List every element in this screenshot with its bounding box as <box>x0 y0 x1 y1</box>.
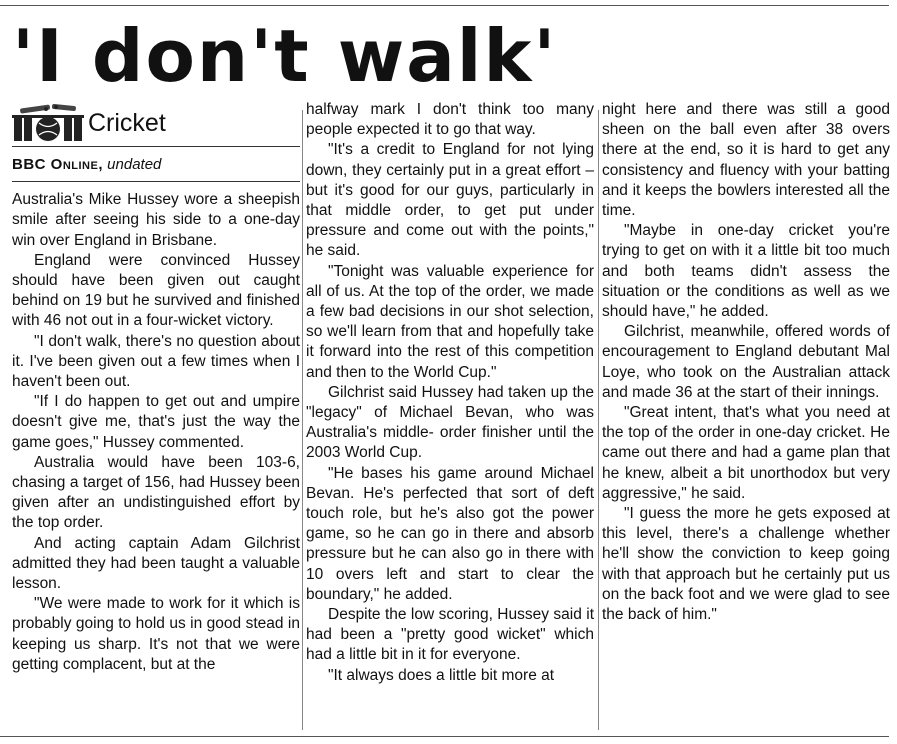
byline-source: BBC Online, <box>12 156 103 173</box>
byline-date: undated <box>107 156 162 173</box>
paragraph: Australia's Mike Hussey wore a sheepish smile after seeing his side to a one-day win over England in Brisbane. <box>12 191 300 249</box>
paragraph: "It always does a little bit more at <box>328 666 555 684</box>
paragraph: halfway mark I don't think too many people expected it to go that way. <box>306 101 594 139</box>
article-column-3 <box>602 100 890 625</box>
top-rule <box>0 5 889 6</box>
section-label: Cricket <box>88 108 166 137</box>
paragraph: "Tonight was valuable experience for all of us. At the top of the order, we made a few bad decisions in our shot selection, so we'll learn from that and hopefully take it forward into the rest of this competition and then to the World Cup." <box>306 262 594 381</box>
cricket-icon <box>12 103 84 143</box>
byline-rule <box>12 181 300 182</box>
bottom-rule <box>0 736 889 737</box>
paragraph: "Maybe in one-day cricket you're trying to get on with it a little bit too much and both teams didn't assess the situation or the conditions as well as we should have," he added. <box>602 222 890 321</box>
article-column-1 <box>12 100 300 675</box>
byline <box>12 155 300 175</box>
article-column-2 <box>306 100 594 686</box>
paragraph: "It's a credit to England for not lying down, they certainly put in a great effort – but it's good for our guys, particularly in that middle order, to get put under pressure and come out with the points," he said. <box>306 141 594 260</box>
paragraph: "We were made to work for it which is probably going to hold us in good stead in keeping us sharp. It's not that we were getting complacent, but at the <box>12 595 300 673</box>
paragraph: Despite the low scoring, Hussey said it had been a "pretty good wicket" which had a little bit in it for everyone. <box>306 606 594 664</box>
paragraph: "Great intent, that's what you need at the top of the order in one-day cricket. He came out there and had a game plan that he knew, albeit a bit unorthodox but very aggressive," he said. <box>602 404 890 502</box>
paragraph: England were convinced Hussey should have been given out caught behind on 19 but he survived and finished with 46 not out in a four-wicket victory. <box>12 251 300 330</box>
column-divider <box>598 110 599 730</box>
section-header <box>12 102 300 144</box>
paragraph: And acting captain Adam Gilchrist admitted they had been taught a valuable lesson. <box>12 534 300 593</box>
section-rule <box>12 146 300 147</box>
paragraph: "I don't walk, there's no question about it. I've been given out a few times when I haven't been out. <box>12 332 300 391</box>
column-divider <box>302 110 303 730</box>
paragraph: Australia would have been 103-6, chasing a target of 156, had Hussey been given after an undistinguished effort by the top order. <box>12 453 300 532</box>
paragraph: "I guess the more he gets exposed at this level, there's a challenge whether he'll show the conviction to keep going with that approach but he certainly put us on the back foot and we were glad to see the back of him." <box>602 505 890 624</box>
paragraph: "He bases his game around Michael Bevan. He's perfected that sort of deft touch role, but he's also got the power game, so he can go in there and absorb pressure but he can also go in there with 10 overs left and start to clear the boundary," he added. <box>306 464 594 603</box>
paragraph: "If I do happen to get out and umpire doesn't give me, that's just the way the game goes," Hussey commented. <box>12 393 300 451</box>
paragraph: Gilchrist, meanwhile, offered words of encouragement to England debutant Mal Loye, who took on the Australian attack and made 36 at the start of their innings. <box>602 323 890 401</box>
paragraph: Gilchrist said Hussey had taken up the "legacy" of Michael Bevan, who was Australia's middle- order finisher until the 2003 World Cup. <box>306 383 594 462</box>
paragraph: night here and there was still a good sheen on the ball even after 38 overs there at the end, so it is hard to get any consistency and fluency with your batting and it keeps the bowlers interested all the time. <box>602 101 890 220</box>
headline: 'I don't walk' <box>12 14 558 98</box>
